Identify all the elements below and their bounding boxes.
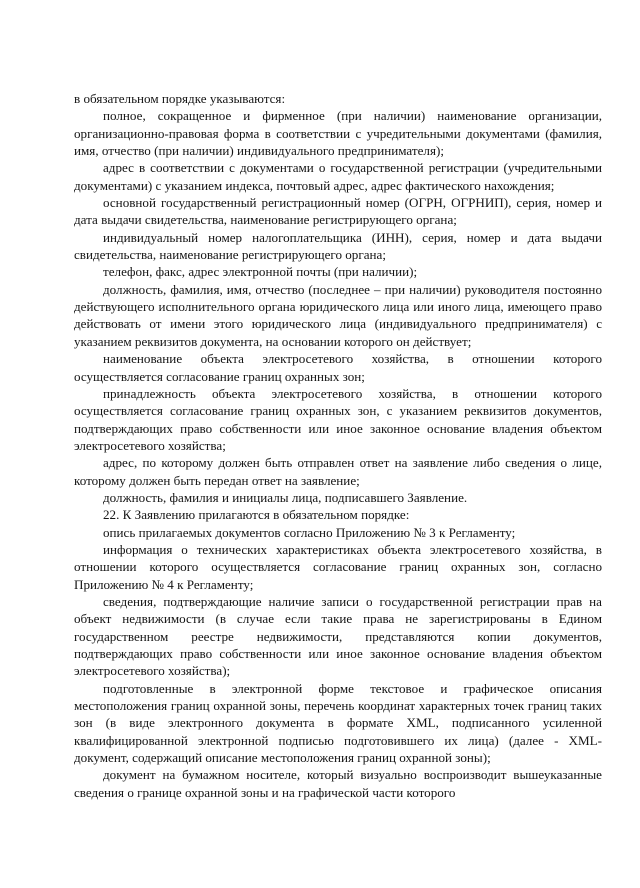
paragraph-director: должность, фамилия, имя, отчество (последнее – при наличии) руководителя постоянно действующего исполнительного органа юридического лица или иного лица, имеющего право действовать от имени этого юридического лица (индивидуального предпринимателя) с указанием реквизитов документа, на основании которого он действует;	[74, 281, 602, 349]
paragraph-object-ownership: принадлежность объекта электросетевого хозяйства, в отношении которого осуществляется согласование границ охранных зон, с указанием реквизитов документов, подтверждающих право собственности или иное законное основание владения объектом электросетевого хозяйства;	[74, 385, 602, 453]
paragraph-contacts: телефон, факс, адрес электронной почты (при наличии);	[103, 264, 418, 280]
paragraph-ogrn: основной государственный регистрационный номер (ОГРН, ОГРНИП), серия, номер и дата выдачи свидетельства, наименование регистрирующего органа;	[74, 195, 602, 228]
paragraph-registration-records: сведения, подтверждающие наличие записи о государственной регистрации прав на объект недвижимости (в случае если такие права не зарегистрированы в Едином государственном реестре недвижимости, представляются копии документов, подтверждающих право собственности или иное законное основание владения объектом электросетевого хозяйства);	[74, 593, 602, 679]
paragraph-paper-document: документ на бумажном носителе, который визуально воспроизводит вышеуказанные сведения о границе охранной зоны и на графической части которого	[74, 767, 602, 800]
paragraph-xml-description: подготовленные в электронной форме текстовое и графическое описания местоположения границ охранной зоны, перечень координат характерных точек границ таких зон (в виде электронного документа в формате XML, подписанного усиленной квалифицированной электронной подписью подготовившего их лица) (далее - XML-документ, содержащий описание местоположения границ охранной зоны);	[74, 680, 602, 766]
paragraph-section-22: 22. К Заявлению прилагаются в обязательном порядке:	[103, 507, 410, 523]
paragraph-intro: в обязательном порядке указываются:	[74, 91, 286, 106]
paragraph-technical-info: информация о технических характеристиках объекта электросетевого хозяйства, в отношении которого осуществляется согласование границ охранных зон, согласно Приложению № 4 к Регламенту;	[74, 541, 602, 592]
document-body	[74, 90, 602, 801]
paragraph-organization-name: полное, сокращенное и фирменное (при наличии) наименование организации, организационно-правовая форма в соответствии с учредительными документами (фамилия, имя, отчество (при наличии) индивидуального предпринимателя);	[74, 108, 602, 159]
paragraph-signatory: должность, фамилия и инициалы лица, подписавшего Заявление.	[103, 489, 468, 505]
paragraph-address: адрес в соответствии с документами о государственной регистрации (учредительными документами) с указанием индекса, почтовый адрес, адрес фактического нахождения;	[74, 160, 602, 193]
paragraph-reply-address: адрес, по которому должен быть отправлен ответ на заявление либо сведения о лице, которому должен быть передан ответ на заявление;	[74, 455, 602, 488]
paragraph-inventory: опись прилагаемых документов согласно Приложению № 3 к Регламенту;	[103, 524, 516, 540]
paragraph-object-name: наименование объекта электросетевого хозяйства, в отношении которого осуществляется согласование границ охранных зон;	[74, 351, 602, 384]
paragraph-inn: индивидуальный номер налогоплательщика (ИНН), серия, номер и дата выдачи свидетельства, наименование регистрирующего органа;	[74, 229, 602, 263]
